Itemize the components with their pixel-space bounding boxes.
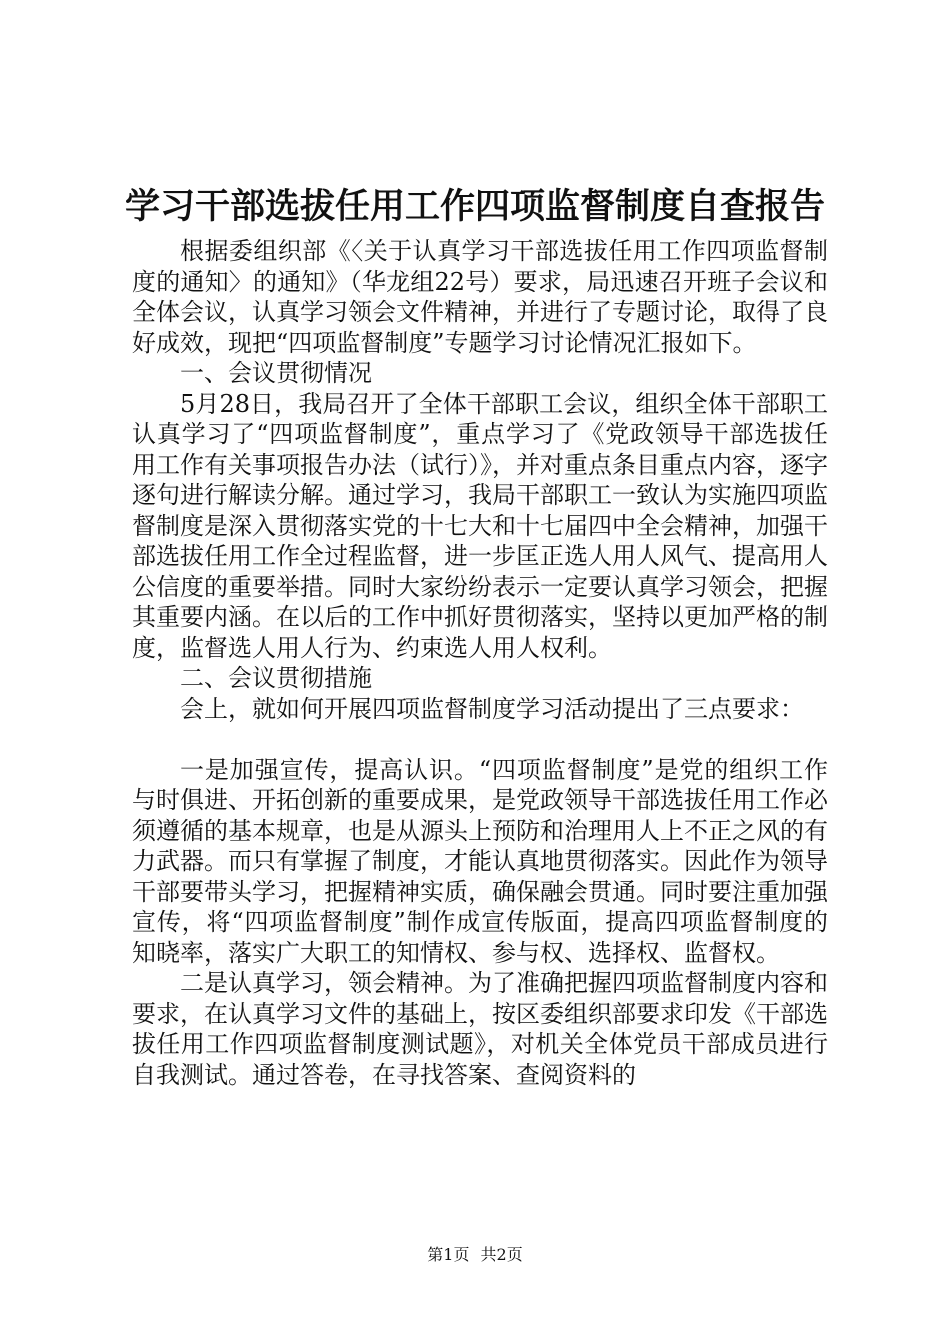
meeting-paragraph: 5月28日，我局召开了全体干部职工会议，组织全体干部职工认真学习了“四项监督制度”，重点学习了《党政领导干部选拔任用工作有关事项报告办法（试行）》，并对重点条目重点内容，逐字逐句进行解读分解。通过学习，我局干部职工一致认为实施四项监督制度是深入贯彻落实党的十七大和十七届四中全会精神，加强干部选拔任用工作全过程监督，进一步匡正选人用人风气、提高用人公信度的重要举措。同时大家纷纷表示一定要认真学习领会，把握其重要内涵。在以后的工作中抓好贯彻落实，坚持以更加严格的制度，监督选人用人行为、约束选人用人权利。: [132, 389, 828, 662]
page-number: 第1页: [427, 1245, 470, 1264]
intro-paragraph: 根据委组织部《〈关于认真学习干部选拔任用工作四项监督制度的通知〉的通知》（华龙组22号）要求，局迅速召开班子会议和全体会议，认真学习领会文件精神，并进行了专题讨论，取得了良好成效，现把“四项监督制度”专题学习讨论情况汇报如下。: [132, 237, 828, 357]
section-heading-2: 二、会议贯彻措施: [180, 664, 372, 692]
document-title: 学习干部选拔任用工作四项监督制度自查报告: [124, 187, 825, 227]
document-body: [132, 236, 828, 1090]
requirement-2-paragraph: 二是认真学习，领会精神。为了准确把握四项监督制度内容和要求，在认真学习文件的基础上，按区委组织部要求印发《干部选拔任用工作四项监督制度测试题》，对机关全体党员干部成员进行自我测试。通过答卷，在寻找答案、查阅资料的: [132, 969, 828, 1089]
page-footer: [0, 1244, 950, 1266]
requirements-intro-paragraph: 会上，就如何开展四项监督制度学习活动提出了三点要求：: [180, 694, 804, 723]
section-heading-1: 一、会议贯彻情况: [180, 359, 372, 387]
page-total: 共2页: [480, 1245, 523, 1264]
requirement-1-paragraph: 一是加强宣传，提高认识。“四项监督制度”是党的组织工作与时俱进、开拓创新的重要成果，是党政领导干部选拔任用工作必须遵循的基本规章，也是从源头上预防和治理用人上不正之风的有力武器。而只有掌握了制度，才能认真地贯彻落实。因此作为领导干部要带头学习，把握精神实质，确保融会贯通。同时要注重加强宣传，将“四项监督制度”制作成宣传版面，提高四项监督制度的知晓率，落实广大职工的知情权、参与权、选择权、监督权。: [132, 755, 828, 967]
